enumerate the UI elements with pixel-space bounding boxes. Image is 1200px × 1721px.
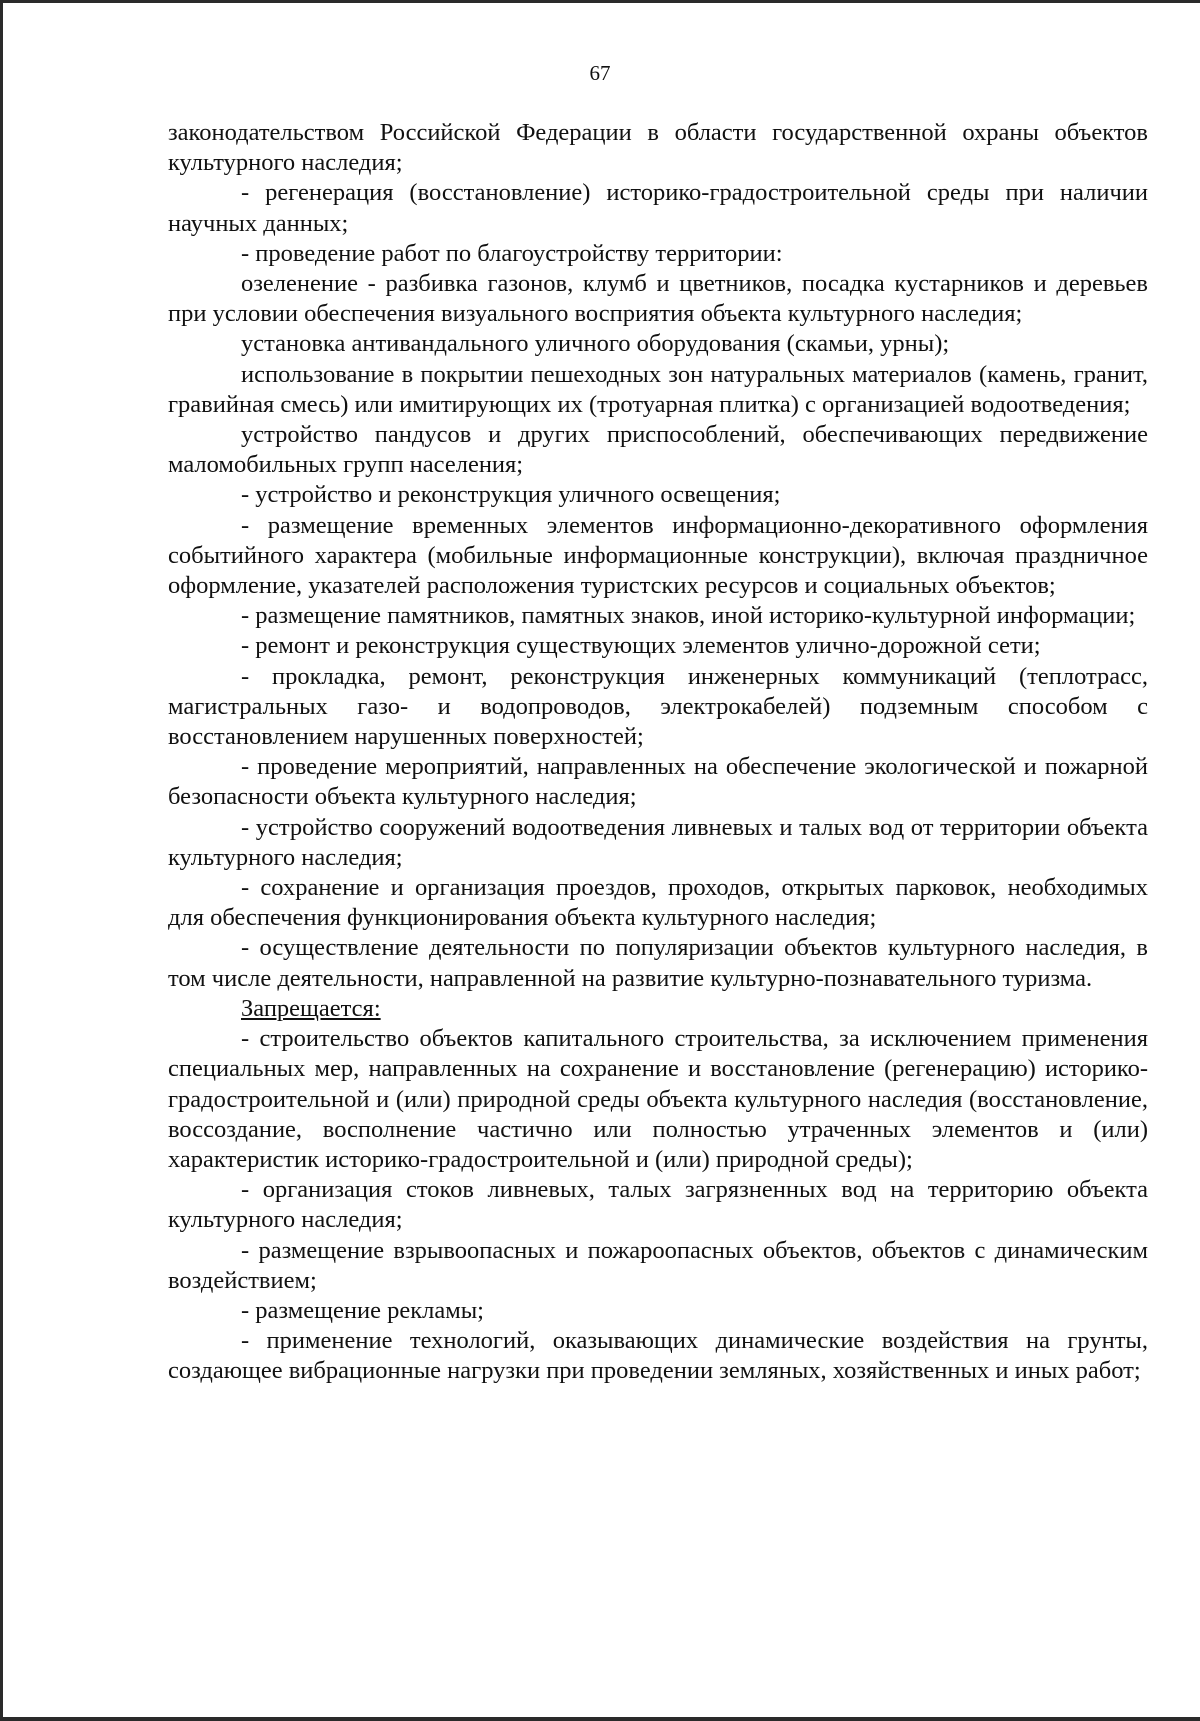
paragraph: установка антивандального уличного оборудования (скамьи, урны); <box>241 330 950 358</box>
scan-border-bottom <box>0 1717 1200 1721</box>
paragraph: - устройство сооружений водоотведения ливневых и талых вод от территории объекта культурного наследия; <box>168 813 1148 871</box>
forbidden-heading-text: Запрещается: <box>241 994 381 1022</box>
paragraph: использование в покрытии пешеходных зон натуральных материалов (камень, гранит, гравийная смесь) или имитирующих их (тротуарная плитка) с организацией водоотведения; <box>168 360 1148 418</box>
paragraph: - размещение временных элементов информационно-декоративного оформления событийного характера (мобильные информационные конструкции), включая праздничное оформление, указателей расположения туристских ресурсов и социальных объектов; <box>168 511 1148 600</box>
paragraph: - устройство и реконструкция уличного освещения; <box>241 481 781 509</box>
paragraph: - размещение памятников, памятных знаков, иной историко-культурной информации; <box>241 602 1136 630</box>
scan-border-top <box>0 0 1200 3</box>
forbidden-item: - размещение взрывоопасных и пожароопасных объектов, объектов с динамическим воздействием; <box>168 1236 1148 1294</box>
paragraph: законодательством Российской Федерации в области государственной охраны объектов культурного наследия; <box>168 119 1148 177</box>
paragraph: - прокладка, ремонт, реконструкция инженерных коммуникаций (теплотрасс, магистральных газо- и водопроводов, электрокабелей) подземным способом с восстановлением нарушенных поверхностей; <box>168 662 1148 751</box>
document-body <box>168 118 1148 1387</box>
paragraph: - сохранение и организация проездов, проходов, открытых парковок, необходимых для обеспечения функционирования объекта культурного наследия; <box>168 874 1148 932</box>
forbidden-item: - размещение рекламы; <box>241 1296 484 1324</box>
paragraph: - проведение работ по благоустройству территории: <box>241 239 783 267</box>
paragraph: - осуществление деятельности по популяризации объектов культурного наследия, в том числе деятельности, направленной на развитие культурно-познавательного туризма. <box>168 934 1148 992</box>
forbidden-item: - применение технологий, оказывающих динамические воздействия на грунты, создающее вибрационные нагрузки при проведении земляных, хозяйственных и иных работ; <box>168 1327 1148 1385</box>
page-number: 67 <box>589 61 611 85</box>
paragraph: устройство пандусов и других приспособлений, обеспечивающих передвижение маломобильных групп населения; <box>168 421 1148 479</box>
forbidden-item: - строительство объектов капитального строительства, за исключением применения специальных мер, направленных на сохранение и восстановление (регенерацию) историко-градостроительной и (или) природной среды объекта культурного наследия (восстановление, воссоздание, восполнение частично или полностью утраченных элементов и (или) характеристик историко-градостроительной и (или) природной среды); <box>168 1025 1148 1173</box>
paragraph: - проведение мероприятий, направленных на обеспечение экологической и пожарной безопасности объекта культурного наследия; <box>168 753 1148 811</box>
paragraph: - регенерация (восстановление) историко-градостроительной среды при наличии научных данных; <box>168 179 1148 237</box>
paragraph: озеленение - разбивка газонов, клумб и цветников, посадка кустарников и деревьев при условии обеспечения визуального восприятия объекта культурного наследия; <box>168 270 1148 328</box>
scan-border-left <box>0 0 3 1721</box>
forbidden-item: - организация стоков ливневых, талых загрязненных вод на территорию объекта культурного наследия; <box>168 1176 1148 1234</box>
forbidden-section-heading <box>168 994 1148 1024</box>
paragraph: - ремонт и реконструкция существующих элементов улично-дорожной сети; <box>241 632 1041 660</box>
